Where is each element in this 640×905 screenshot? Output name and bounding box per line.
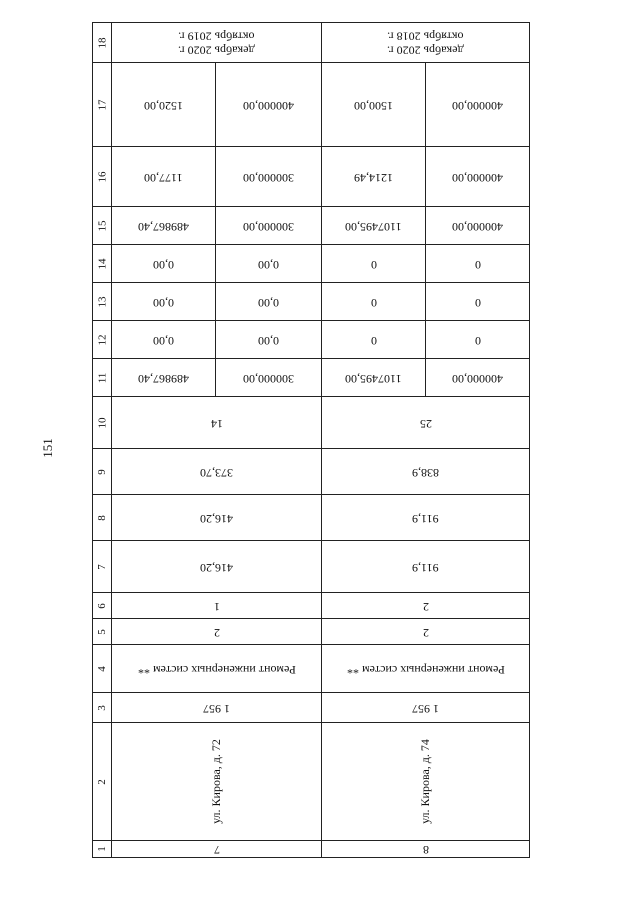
period-line: октябрь 2018 г. [387, 29, 464, 44]
table-row [93, 147, 529, 207]
table-cell [321, 449, 529, 494]
period-line: октябрь 2019 г. [178, 29, 255, 44]
row-number: 13 [96, 296, 108, 307]
table-row [93, 693, 529, 723]
address: ул. Кирова, д. 72 [208, 739, 223, 824]
row-number: 15 [96, 220, 108, 231]
cell-value: 400000,00 [243, 98, 294, 113]
period-line: декабрь 2020 г. [178, 43, 255, 58]
cell-value: 0,00 [153, 257, 174, 272]
cell-value: 400000,00 [452, 219, 503, 234]
table-cell [111, 283, 215, 320]
cell-value: 14 [210, 416, 223, 431]
table-cell [111, 693, 321, 722]
table-cell [215, 283, 321, 320]
table-row [93, 449, 529, 495]
cell-value: 1 957 [203, 701, 230, 716]
cell-value: 0 [370, 333, 377, 348]
table-cell [321, 495, 529, 540]
table-row [93, 321, 529, 359]
cell-value: 400000,00 [452, 371, 503, 386]
table-cell [111, 147, 215, 206]
cell-value: 0,00 [258, 295, 279, 310]
work-type: Ремонт инженерных систем ** [137, 662, 296, 677]
table-cell [321, 693, 529, 722]
row-number: 11 [96, 372, 108, 383]
table-cell [215, 359, 321, 396]
cell-value: 400000,00 [452, 98, 503, 113]
cell-value: 1107495,00 [345, 371, 402, 386]
cell-value: 300000,00 [243, 170, 294, 185]
cell-value: 1177,00 [144, 170, 183, 185]
table-row [93, 245, 529, 283]
table-cell [111, 449, 321, 494]
table-cell [215, 63, 321, 146]
cell-value: 0 [474, 257, 481, 272]
cell-value: 1 957 [412, 701, 439, 716]
table-row [93, 23, 529, 63]
cell-value: 1107495,00 [345, 219, 402, 234]
cell-value: 373,70 [200, 465, 233, 480]
table-cell [111, 207, 215, 244]
cell-value: 416,20 [200, 511, 233, 526]
cell-value: 7 [213, 842, 220, 857]
cell-value: 400000,00 [452, 170, 503, 185]
table-cell [321, 147, 425, 206]
cell-value: 300000,00 [243, 219, 294, 234]
row-number: 14 [96, 258, 108, 269]
row-number: 9 [96, 468, 108, 475]
cell-value: 25 [419, 416, 432, 431]
table-cell [215, 147, 321, 206]
cell-value: 1500,00 [354, 98, 393, 113]
period-line: декабрь 2020 г. [387, 43, 464, 58]
table-cell [215, 207, 321, 244]
table-cell [111, 841, 321, 857]
cell-value: 2 [422, 599, 429, 614]
cell-value: 0,00 [258, 333, 279, 348]
row-number: 8 [96, 514, 108, 521]
table-cell [215, 321, 321, 358]
table-row [93, 207, 529, 245]
table-cell [111, 645, 321, 692]
table-cell [111, 619, 321, 644]
table-cell [321, 321, 425, 358]
table-cell [321, 245, 425, 282]
table-cell [321, 207, 425, 244]
table-cell [425, 359, 529, 396]
table-cell [321, 23, 529, 62]
table-row [93, 495, 529, 541]
cell-value: 838,9 [412, 465, 439, 480]
table-cell [111, 63, 215, 146]
cell-value: 8 [422, 842, 429, 857]
row-number: 1 [96, 846, 108, 852]
cell-value: 1 [213, 599, 220, 614]
cell-value: 0,00 [153, 333, 174, 348]
address: ул. Кирова, д. 74 [417, 739, 432, 824]
table-row [93, 645, 529, 693]
table-row [93, 619, 529, 645]
table-cell [111, 23, 321, 62]
table-cell [215, 245, 321, 282]
table-cell [321, 397, 529, 448]
cell-value: 0 [474, 333, 481, 348]
cell-value: 300000,00 [243, 371, 294, 386]
table-cell [321, 359, 425, 396]
row-number: 6 [96, 602, 108, 609]
row-number: 5 [96, 628, 108, 635]
table-cell [111, 593, 321, 618]
table-cell [425, 283, 529, 320]
table-cell [321, 541, 529, 592]
table-row [93, 63, 529, 147]
table-cell [111, 359, 215, 396]
work-type: Ремонт инженерных систем ** [346, 662, 505, 677]
cell-value: 0,00 [258, 257, 279, 272]
table-cell [425, 63, 529, 146]
table-cell [111, 495, 321, 540]
row-number: 17 [96, 99, 108, 110]
table-cell [321, 841, 529, 857]
data-table [92, 22, 530, 858]
cell-value: 1520,00 [144, 98, 183, 113]
table-cell [425, 321, 529, 358]
cell-value: 489867,40 [138, 219, 189, 234]
table-row [93, 723, 529, 841]
cell-value: 911,9 [412, 560, 439, 575]
row-number: 2 [96, 778, 108, 785]
row-number: 7 [96, 563, 108, 570]
table-row [93, 397, 529, 449]
table-cell [425, 245, 529, 282]
table-cell [111, 723, 321, 840]
row-number: 18 [96, 37, 108, 48]
table-cell [321, 619, 529, 644]
cell-value: 2 [422, 625, 429, 640]
table-cell [321, 645, 529, 692]
table-cell [111, 397, 321, 448]
cell-value: 911,9 [412, 511, 439, 526]
cell-value: 416,20 [200, 560, 233, 575]
row-number: 3 [96, 704, 108, 711]
table-row [93, 541, 529, 593]
table-cell [111, 321, 215, 358]
page-number: 151 [40, 438, 55, 458]
table-row [93, 593, 529, 619]
table-cell [321, 283, 425, 320]
table-cell [425, 207, 529, 244]
cell-value: 1214,49 [354, 170, 393, 185]
table-cell [321, 593, 529, 618]
table-cell [321, 723, 529, 840]
cell-value: 0,00 [153, 295, 174, 310]
cell-value: 0 [474, 295, 481, 310]
cell-value: 489867,40 [138, 371, 189, 386]
table-row [93, 359, 529, 397]
table-cell [321, 63, 425, 146]
row-number: 10 [96, 417, 108, 428]
table-row [93, 283, 529, 321]
table-cell [111, 541, 321, 592]
row-number: 12 [96, 334, 108, 345]
table-cell [111, 245, 215, 282]
cell-value: 0 [370, 295, 377, 310]
cell-value: 2 [213, 625, 220, 640]
cell-value: 0 [370, 257, 377, 272]
table-row [93, 841, 529, 857]
row-number: 16 [96, 171, 108, 182]
row-number: 4 [96, 665, 108, 672]
table-cell [425, 147, 529, 206]
